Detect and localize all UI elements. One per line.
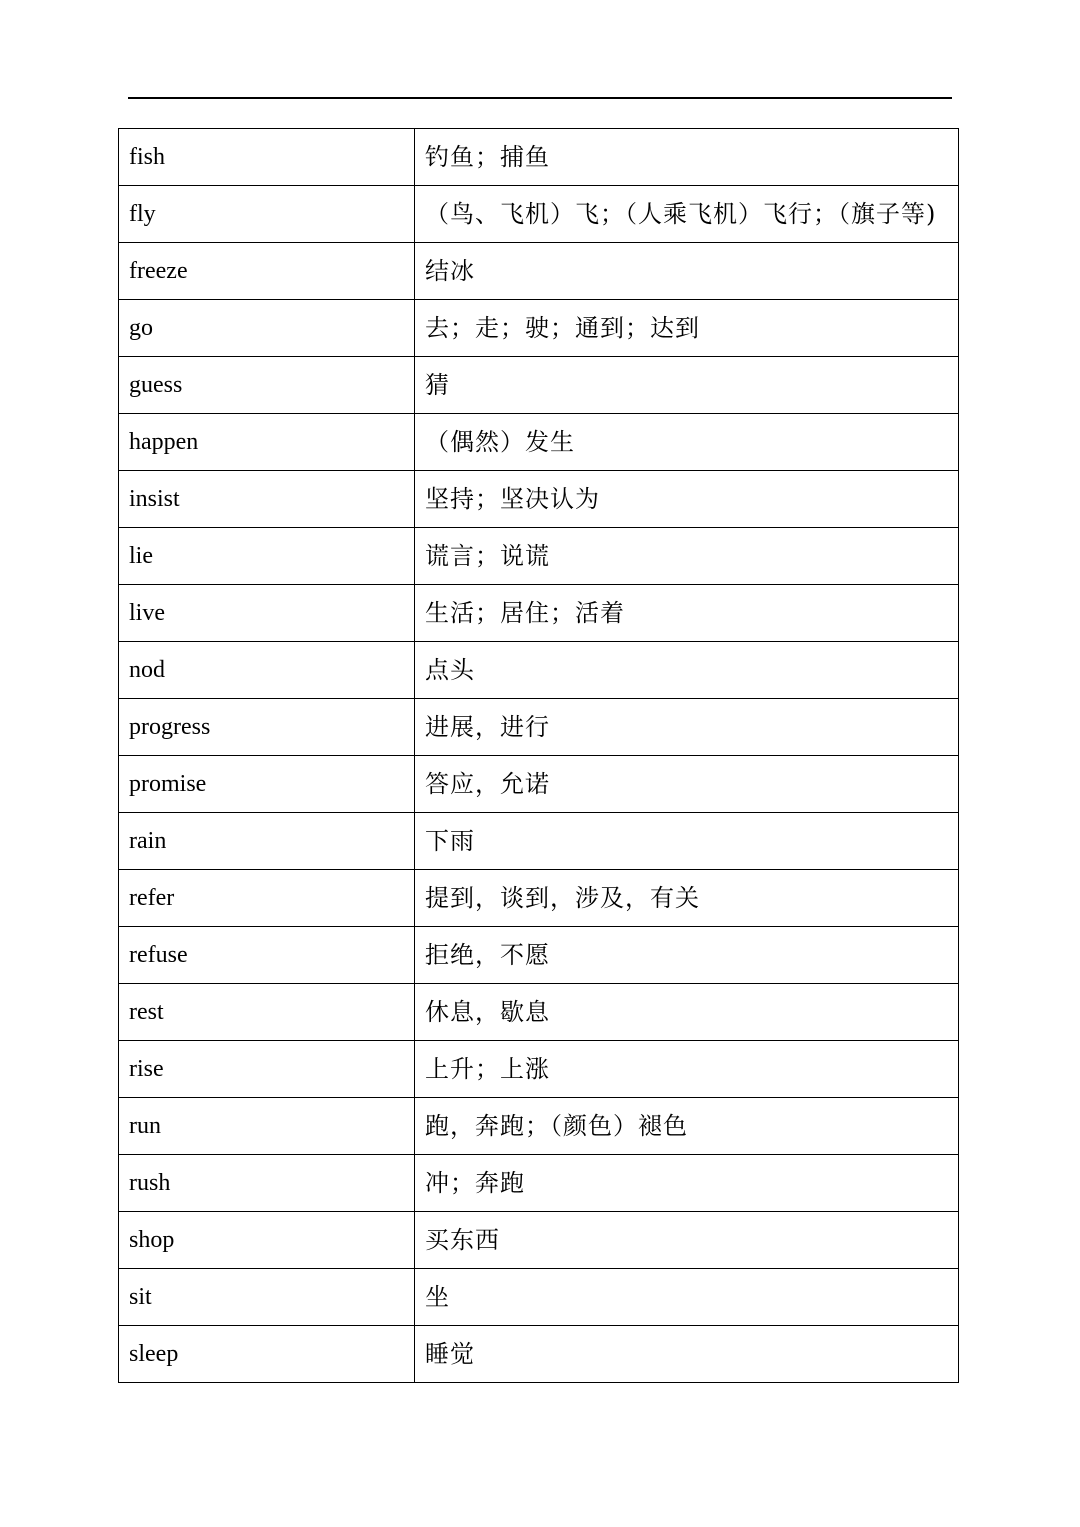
word-cell: promise	[119, 756, 415, 813]
meaning-cell: 结冰	[415, 243, 959, 300]
meaning-cell: （偶然）发生	[415, 414, 959, 471]
word-cell: rise	[119, 1041, 415, 1098]
word-cell: go	[119, 300, 415, 357]
word-cell: guess	[119, 357, 415, 414]
table-row	[119, 1098, 959, 1155]
meaning-cell: 猜	[415, 357, 959, 414]
word-cell: live	[119, 585, 415, 642]
word-cell: happen	[119, 414, 415, 471]
table-row	[119, 1155, 959, 1212]
table-row	[119, 300, 959, 357]
table-row	[119, 585, 959, 642]
table-row	[119, 528, 959, 585]
meaning-cell: 钓鱼；捕鱼	[415, 129, 959, 186]
table-row	[119, 414, 959, 471]
table-row	[119, 471, 959, 528]
word-cell: lie	[119, 528, 415, 585]
meaning-cell: 去；走；驶；通到；达到	[415, 300, 959, 357]
table-row	[119, 1212, 959, 1269]
meaning-cell: 买东西	[415, 1212, 959, 1269]
meaning-cell: 下雨	[415, 813, 959, 870]
word-cell: nod	[119, 642, 415, 699]
word-cell: refuse	[119, 927, 415, 984]
table-row	[119, 813, 959, 870]
meaning-cell: 坚持；坚决认为	[415, 471, 959, 528]
header-rule	[128, 97, 952, 99]
table-row	[119, 870, 959, 927]
meaning-cell: 拒绝，不愿	[415, 927, 959, 984]
meaning-cell: 跑，奔跑；（颜色）褪色	[415, 1098, 959, 1155]
word-cell: insist	[119, 471, 415, 528]
word-cell: sleep	[119, 1326, 415, 1383]
table-row	[119, 1326, 959, 1383]
table-row	[119, 984, 959, 1041]
word-cell: rush	[119, 1155, 415, 1212]
vocabulary-table	[118, 128, 959, 1383]
meaning-cell: 生活；居住；活着	[415, 585, 959, 642]
meaning-cell: 进展，进行	[415, 699, 959, 756]
table-row	[119, 1269, 959, 1326]
meaning-cell: 上升；上涨	[415, 1041, 959, 1098]
meaning-cell: 提到，谈到，涉及，有关	[415, 870, 959, 927]
meaning-cell: 坐	[415, 1269, 959, 1326]
meaning-cell: 答应，允诺	[415, 756, 959, 813]
word-cell: rain	[119, 813, 415, 870]
word-cell: shop	[119, 1212, 415, 1269]
word-cell: freeze	[119, 243, 415, 300]
word-cell: rest	[119, 984, 415, 1041]
table-row	[119, 927, 959, 984]
word-cell: sit	[119, 1269, 415, 1326]
meaning-cell: 睡觉	[415, 1326, 959, 1383]
word-cell: run	[119, 1098, 415, 1155]
word-cell: progress	[119, 699, 415, 756]
word-cell: fish	[119, 129, 415, 186]
word-cell: fly	[119, 186, 415, 243]
meaning-cell: （鸟、飞机）飞；（人乘飞机）飞行；（旗子等)	[415, 186, 959, 243]
meaning-cell: 冲；奔跑	[415, 1155, 959, 1212]
table-row	[119, 186, 959, 243]
meaning-cell: 休息，歇息	[415, 984, 959, 1041]
table-row	[119, 243, 959, 300]
word-cell: refer	[119, 870, 415, 927]
table-row	[119, 642, 959, 699]
table-row	[119, 129, 959, 186]
table-row	[119, 699, 959, 756]
meaning-cell: 谎言；说谎	[415, 528, 959, 585]
vocabulary-table-body	[119, 129, 959, 1383]
table-row	[119, 1041, 959, 1098]
meaning-cell: 点头	[415, 642, 959, 699]
table-row	[119, 756, 959, 813]
table-row	[119, 357, 959, 414]
